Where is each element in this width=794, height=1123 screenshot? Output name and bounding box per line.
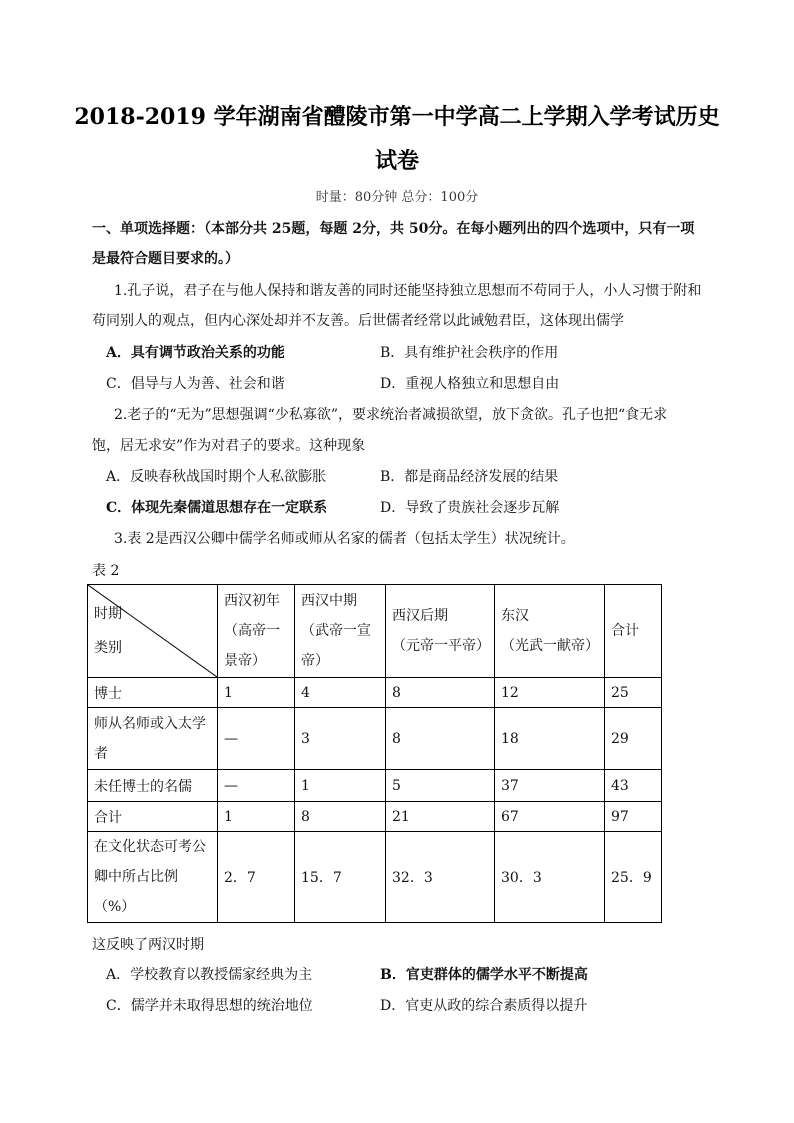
diagonal-header-cell [88,585,218,678]
table-row [88,678,662,708]
q3-option-b: B．官吏群体的儒学水平不断提高 [380,967,588,983]
document-title-line2: 试卷 [374,148,419,174]
q1-stem-line1: 1.孔子说，君子在与他人保持和谐友善的同时还能坚持独立思想而不苟同于人，小人习惯于附和 [114,283,702,299]
column-header-eastern-han: 东汉 （光武一献帝） [495,585,605,678]
table-cell: 4 [295,678,386,708]
table-cell: 18 [495,708,605,770]
table-cell: 32．3 [386,832,495,923]
q2-option-d: D．导致了贵族社会逐步瓦解 [380,500,560,516]
table-cell: 3 [295,708,386,770]
row-label: 合计 [88,802,218,832]
table-cell: 1 [295,770,386,802]
table-cell: 25 [605,678,662,708]
q1-stem-line2: 苟同别人的观点，但内心深处却并不友善。后世儒者经常以此诫勉君臣，这体现出儒学 [92,313,624,329]
table-row [88,832,662,923]
table-caption: 表 2 [92,563,120,579]
header-period-label: 时期 [94,606,122,622]
column-header-mid-western-han: 西汉中期 （武帝一宣 帝） [295,585,386,678]
table-cell: 2．7 [218,832,295,923]
column-header-late-western-han: 西汉后期 （元帝一平帝） [386,585,495,678]
q1-option-c: C．倡导与人为善、社会和谐 [106,376,285,392]
header-category-label: 类别 [94,640,122,656]
table-cell: 29 [605,708,662,770]
row-label: 未任博士的名儒 [88,770,218,802]
q2-option-c: C．体现先秦儒道思想存在一定联系 [106,500,328,516]
table-cell: 12 [495,678,605,708]
diagonal-line [88,585,217,677]
table-cell: 21 [386,802,495,832]
table-row [88,708,662,770]
table-cell: 43 [605,770,662,802]
q3-option-a: A．学校教育以教授儒家经典为主 [106,967,313,983]
column-header-early-western-han: 西汉初年 （高帝一 景帝） [218,585,295,678]
q2-option-b: B．都是商品经济发展的结果 [380,469,559,485]
table-cell: 67 [495,802,605,832]
column-header-total: 合计 [605,585,662,678]
statistics-table [87,584,662,923]
exam-info: 时量：80分钟 总分：100分 [315,190,479,205]
section-heading: 一、单项选择题：（本部分共 25题，每题 2分，共 50分。在每小题列出的四个选项中，只有一项 [92,221,695,237]
document-title-line1: 2018-2019 学年湖南省醴陵市第一中学高二上学期入学考试历史 [74,104,720,130]
q2-option-a: A．反映春秋战国时期个人私欲膨胀 [106,469,327,485]
table-cell: 8 [386,678,495,708]
table-cell: 30．3 [495,832,605,923]
q3-stem: 3.表 2是西汉公卿中儒学名师或师从名家的儒者（包括太学生）状况统计。 [114,531,575,547]
table-cell: 97 [605,802,662,832]
table-cell: 25．9 [605,832,662,923]
table-cell: 37 [495,770,605,802]
table-cell: — [218,770,295,802]
row-label: 在文化状态可考公 卿中所占比例（%） [88,832,218,923]
table-cell: — [218,708,295,770]
table-cell: 15．7 [295,832,386,923]
q3-option-c: C．儒学并未取得思想的统治地位 [106,998,313,1014]
q3-question: 这反映了两汉时期 [92,937,204,953]
q2-stem-line1: 2.老子的“无为”思想强调“少私寡欲”，要求统治者减损欲望，放下贪欲。孔子也把“食无求 [114,407,668,423]
table-cell: 1 [218,802,295,832]
row-label: 师从名师或入太学 者 [88,708,218,770]
q1-option-a: A．具有调节政治关系的功能 [106,345,285,361]
q1-option-d: D．重视人格独立和思想自由 [380,376,560,392]
table-cell: 8 [295,802,386,832]
table-cell: 1 [218,678,295,708]
q3-option-d: D．官吏从政的综合素质得以提升 [380,998,588,1014]
table-cell: 8 [386,708,495,770]
q1-option-b: B．具有维护社会秩序的作用 [380,345,559,361]
table-row [88,802,662,832]
table-row [88,770,662,802]
table-cell: 5 [386,770,495,802]
table-header-row [88,585,662,678]
row-label: 博士 [88,678,218,708]
q2-stem-line2: 饱，居无求安”作为对君子的要求。这种现象 [92,438,366,454]
section-heading-continued: 是最符合题目要求的。） [92,251,239,267]
